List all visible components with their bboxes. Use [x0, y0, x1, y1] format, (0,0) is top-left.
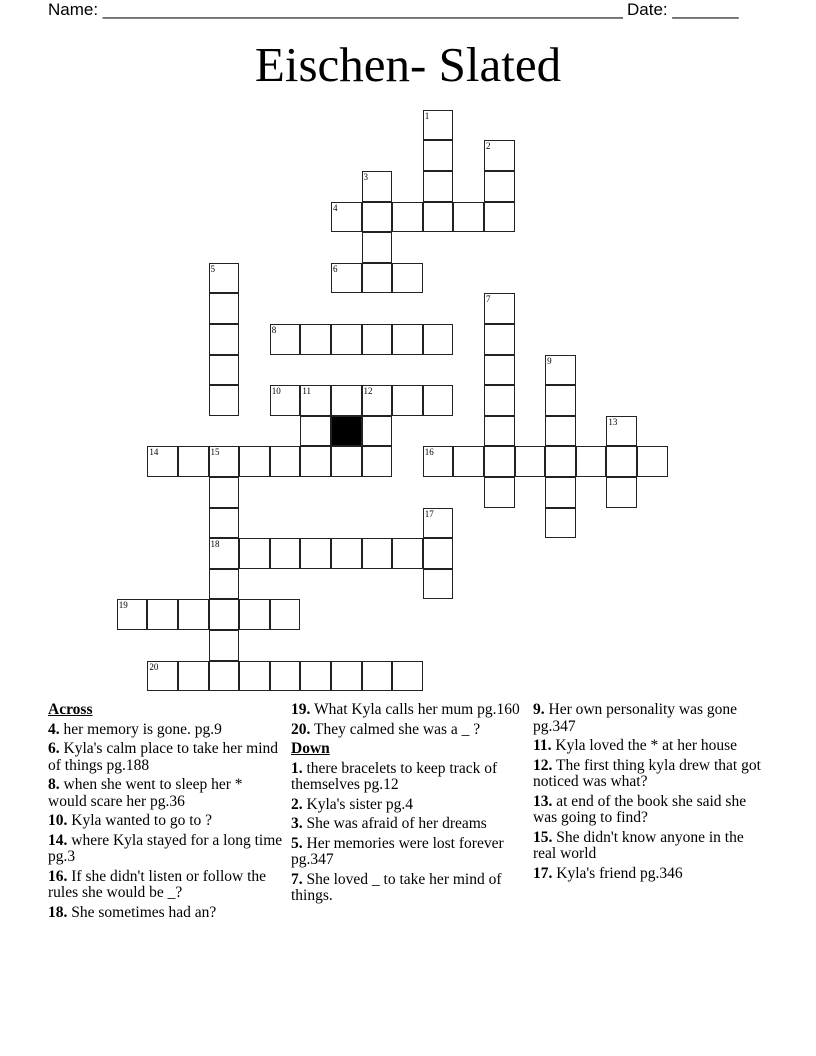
grid-cell[interactable] [239, 599, 270, 630]
across-clue [48, 813, 283, 830]
clue-num: 9. [533, 701, 545, 718]
grid-cell[interactable] [239, 446, 270, 477]
down-clue [533, 738, 768, 755]
clue-num: 18. [48, 903, 68, 921]
across-clue [48, 869, 283, 902]
clue-text: there bracelets to keep track of themselves pg.12 [291, 759, 498, 793]
clue-number: 19 [118, 600, 128, 611]
clue-num: 6. [48, 740, 60, 757]
clue-text: at end of the book she said she was going to find? [533, 792, 747, 826]
grid-cell[interactable] [545, 385, 576, 416]
grid-cell[interactable] [392, 202, 423, 233]
grid-cell[interactable] [484, 140, 515, 171]
down-clue [533, 830, 768, 863]
grid-cell[interactable] [423, 385, 454, 416]
clue-text: Kyla's friend pg.346 [556, 864, 683, 882]
grid-cell[interactable] [209, 538, 240, 569]
clue-number: 8 [271, 324, 277, 335]
down-clue [533, 794, 768, 827]
grid-cell[interactable] [300, 416, 331, 447]
clue-text: where Kyla stayed for a long time pg.3 [48, 831, 283, 865]
grid-cell[interactable] [545, 508, 576, 539]
black-cell [331, 416, 362, 447]
grid-cell[interactable] [423, 171, 454, 202]
grid-cell[interactable] [392, 385, 423, 416]
across-clue [291, 722, 526, 739]
clues-column-2 [291, 702, 526, 908]
grid-cell[interactable] [270, 661, 301, 692]
grid-cell[interactable] [362, 661, 393, 692]
grid-cell[interactable] [178, 446, 209, 477]
clue-text: She didn't know anyone in the real world [533, 828, 744, 862]
clue-text: when she went to sleep her * would scare her pg.36 [48, 776, 243, 810]
grid-cell[interactable] [300, 661, 331, 692]
clue-text: Kyla loved the * at her house [555, 737, 738, 754]
grid-cell[interactable] [331, 385, 362, 416]
grid-cell[interactable] [392, 324, 423, 355]
grid-cell[interactable] [331, 538, 362, 569]
clue-num: 3. [291, 815, 303, 832]
clue-text: Her memories were lost forever pg.347 [291, 834, 504, 868]
down-clue [291, 761, 526, 794]
grid-cell[interactable] [209, 630, 240, 661]
across-clue [48, 741, 283, 774]
clue-number: 12 [363, 386, 373, 397]
grid-cell[interactable] [423, 140, 454, 171]
grid-cell[interactable] [331, 661, 362, 692]
clue-text: If she didn't listen or follow the rules she would be _? [48, 867, 267, 901]
clue-num: 19. [291, 701, 311, 718]
clue-num: 11. [533, 737, 552, 754]
grid-cell[interactable] [392, 661, 423, 692]
down-clue [291, 797, 526, 814]
grid-cell[interactable] [362, 385, 393, 416]
clue-number: 2 [485, 141, 491, 152]
clue-num: 7. [291, 870, 303, 888]
grid-cell[interactable] [423, 446, 454, 477]
grid-cell[interactable] [423, 569, 454, 600]
clue-number: 18 [210, 539, 220, 550]
grid-cell[interactable] [606, 416, 637, 447]
grid-cell[interactable] [362, 538, 393, 569]
grid-cell[interactable] [300, 324, 331, 355]
clue-num: 1. [291, 759, 303, 777]
grid-cell[interactable] [484, 355, 515, 386]
clue-number: 20 [149, 661, 159, 672]
clue-num: 10. [48, 812, 68, 829]
clue-number: 14 [149, 447, 159, 458]
clue-text: She sometimes had an? [71, 903, 217, 921]
date-field[interactable]: Date: _______ [627, 0, 739, 19]
clue-number: 5 [210, 263, 216, 274]
grid-cell[interactable] [209, 446, 240, 477]
grid-cell[interactable] [423, 324, 454, 355]
grid-cell[interactable] [270, 385, 301, 416]
clue-number: 1 [424, 110, 430, 121]
clue-text: She loved _ to take her mind of things. [291, 870, 502, 904]
clues-column-3 [533, 702, 768, 885]
grid-cell[interactable] [515, 446, 546, 477]
clue-number: 6 [332, 263, 338, 274]
grid-cell[interactable] [209, 324, 240, 355]
grid-cell[interactable] [484, 446, 515, 477]
grid-cell[interactable] [362, 416, 393, 447]
grid-cell[interactable] [362, 324, 393, 355]
grid-cell[interactable] [117, 599, 148, 630]
grid-cell[interactable] [178, 661, 209, 692]
grid-cell[interactable] [545, 416, 576, 447]
grid-cell[interactable] [545, 477, 576, 508]
down-clue [533, 866, 768, 883]
grid-cell[interactable] [331, 202, 362, 233]
clue-num: 17. [533, 864, 553, 882]
grid-cell[interactable] [423, 538, 454, 569]
grid-cell[interactable] [545, 355, 576, 386]
down-heading: Down [291, 740, 330, 757]
clue-num: 16. [48, 867, 68, 885]
across-clue [291, 702, 526, 719]
clue-number: 16 [424, 447, 434, 458]
down-clue [533, 702, 768, 735]
grid-cell[interactable] [362, 232, 393, 263]
clues-column-1 [48, 702, 283, 924]
grid-cell[interactable] [484, 385, 515, 416]
grid-cell[interactable] [209, 263, 240, 294]
grid-cell[interactable] [300, 446, 331, 477]
grid-cell[interactable] [484, 293, 515, 324]
grid-cell[interactable] [300, 385, 331, 416]
grid-cell[interactable] [270, 599, 301, 630]
grid-cell[interactable] [637, 446, 668, 477]
clue-text: They calmed she was a _ ? [313, 720, 481, 738]
clue-number: 4 [332, 202, 338, 213]
grid-cell[interactable] [423, 508, 454, 539]
grid-cell[interactable] [178, 599, 209, 630]
grid-cell[interactable] [484, 202, 515, 233]
grid-cell[interactable] [423, 110, 454, 141]
clue-number: 9 [547, 355, 552, 366]
grid-cell[interactable] [209, 661, 240, 692]
clue-text: Kyla's calm place to take her mind of things pg.188 [48, 740, 279, 774]
name-field[interactable]: Name: _______________________________________________________ [48, 0, 623, 19]
across-clue [48, 905, 283, 922]
clue-number: 10 [271, 386, 281, 397]
grid-cell[interactable] [270, 446, 301, 477]
clue-number: 3 [363, 171, 369, 182]
clue-num: 12. [533, 756, 553, 774]
grid-cell[interactable] [362, 202, 393, 233]
grid-cell[interactable] [453, 446, 484, 477]
across-heading: Across [48, 701, 93, 718]
across-clue [48, 777, 283, 810]
grid-cell[interactable] [606, 446, 637, 477]
grid-cell[interactable] [484, 416, 515, 447]
clue-number: 11 [302, 386, 312, 397]
grid-cell[interactable] [484, 477, 515, 508]
grid-cell[interactable] [453, 202, 484, 233]
grid-cell[interactable] [576, 446, 607, 477]
clue-text: Kyla wanted to go to ? [71, 812, 213, 829]
grid-cell[interactable] [362, 263, 393, 294]
clue-text: She was afraid of her dreams [306, 815, 487, 832]
grid-cell[interactable] [300, 538, 331, 569]
grid-cell[interactable] [423, 202, 454, 233]
clue-number: 7 [485, 294, 491, 305]
clue-text: her memory is gone. pg.9 [63, 720, 222, 738]
clue-num: 20. [291, 720, 311, 738]
grid-cell[interactable] [270, 324, 301, 355]
grid-cell[interactable] [484, 171, 515, 202]
grid-cell[interactable] [331, 446, 362, 477]
grid-cell[interactable] [331, 263, 362, 294]
grid-cell[interactable] [209, 293, 240, 324]
down-clue [291, 816, 526, 833]
grid-cell[interactable] [362, 171, 393, 202]
grid-cell[interactable] [209, 355, 240, 386]
clue-text: What Kyla calls her mum pg.160 [313, 701, 520, 718]
across-clue [48, 833, 283, 866]
grid-cell[interactable] [239, 661, 270, 692]
grid-cell[interactable] [147, 661, 178, 692]
grid-cell[interactable] [270, 538, 301, 569]
down-clue [533, 758, 768, 791]
grid-cell[interactable] [545, 446, 576, 477]
clue-num: 13. [533, 792, 553, 810]
clue-text: The first thing kyla drew that got noticed was what? [533, 756, 761, 790]
grid-cell[interactable] [209, 477, 240, 508]
grid-cell[interactable] [209, 569, 240, 600]
grid-cell[interactable] [147, 599, 178, 630]
down-clue [291, 872, 526, 905]
clue-text: Her own personality was gone pg.347 [533, 701, 738, 735]
grid-cell[interactable] [331, 324, 362, 355]
down-clue [291, 836, 526, 869]
grid-cell[interactable] [147, 446, 178, 477]
grid-cell[interactable] [209, 385, 240, 416]
clue-number: 15 [210, 447, 220, 458]
grid-cell[interactable] [392, 263, 423, 294]
grid-cell[interactable] [209, 599, 240, 630]
clue-num: 2. [291, 795, 303, 813]
clue-num: 15. [533, 828, 553, 846]
clue-number: 13 [608, 416, 618, 427]
grid-cell[interactable] [606, 477, 637, 508]
grid-cell[interactable] [209, 508, 240, 539]
clue-text: Kyla's sister pg.4 [306, 795, 414, 813]
grid-cell[interactable] [484, 324, 515, 355]
puzzle-title: Eischen- Slated [254, 37, 562, 92]
clue-num: 4. [48, 720, 60, 738]
clue-num: 14. [48, 831, 68, 849]
grid-cell[interactable] [239, 538, 270, 569]
grid-cell[interactable] [362, 446, 393, 477]
clue-number: 17 [424, 508, 434, 519]
clue-num: 8. [48, 776, 60, 793]
clue-num: 5. [291, 834, 303, 852]
across-clue [48, 722, 283, 739]
grid-cell[interactable] [392, 538, 423, 569]
